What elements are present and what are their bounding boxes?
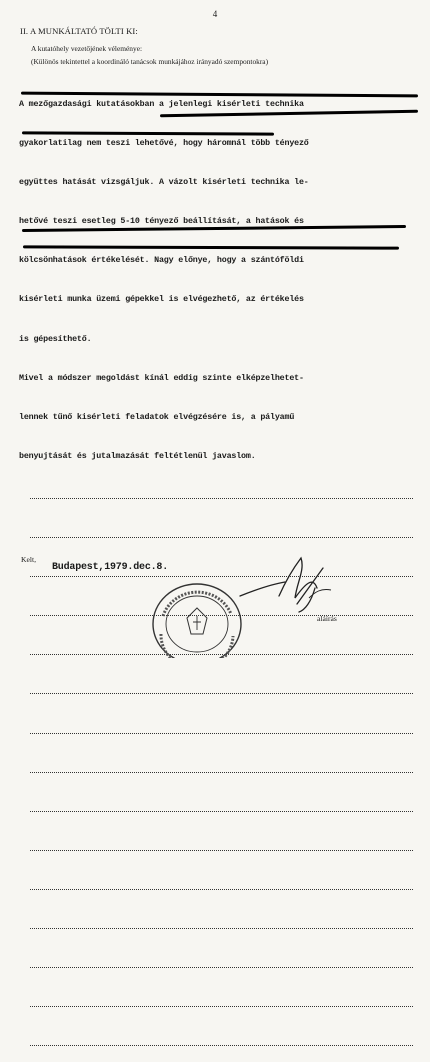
opinion-line: A mezőgazdasági kutatásokban a jelenlegi kisérleti technika (19, 99, 304, 109)
blank-dotted-line (19, 838, 419, 857)
opinion-line: benyujtását és jutalmazását feltétlenül javaslom. (19, 450, 256, 461)
blank-dotted-line (19, 1033, 419, 1052)
blank-dotted-line (19, 799, 419, 818)
blank-dotted-line (19, 877, 419, 896)
instruction-line-2: (Különös tekintettel a koordináló tanácsok munkájához irányadó szempontokra) (31, 57, 269, 66)
date-value: Budapest,1979.dec.8. (52, 562, 169, 573)
blank-dotted-line (19, 681, 419, 700)
blank-dotted-line (19, 525, 419, 544)
opinion-line: hetővé teszi esetleg 5-10 tényező beállítását, a hatások és (19, 216, 304, 227)
signature-label: aláírás (317, 614, 337, 623)
blank-dotted-line (19, 760, 419, 779)
page-number: 4 (212, 9, 218, 19)
official-stamp (145, 578, 257, 658)
opinion-line: kisérleti munka üzemi gépekkel is elvégezhető, az értékelés (19, 294, 304, 305)
section-heading: II. A MUNKÁLTATÓ TÖLTI KI: (20, 26, 138, 36)
blank-dotted-line (19, 994, 419, 1013)
opinion-line: gyakorlatilag nem teszi lehetővé, hogy háromnál több tényező (19, 138, 309, 149)
opinion-line: kölcsönhatások értékelését. Nagy előnye, hogy a szántóföldi (19, 255, 304, 266)
blank-dotted-line (19, 955, 419, 974)
blank-dotted-line (19, 721, 419, 740)
opinion-line: lennek tűnő kisérleti feladatok elvégzésére is, a pályamű (19, 411, 295, 422)
date-label: Kelt, (21, 555, 36, 564)
opinion-line: is gépesíthető. (19, 333, 92, 344)
blank-dotted-line (19, 916, 419, 935)
blank-dotted-line (19, 486, 419, 505)
opinion-line: együttes hatását vizsgáljuk. A vázolt kisérleti technika le- (19, 177, 309, 188)
opinion-line: Mivel a módszer megoldást kínál eddig szinte elképzelhetet- (19, 372, 304, 383)
instruction-line-1: A kutatóhely vezetőjének véleménye: (31, 44, 143, 53)
